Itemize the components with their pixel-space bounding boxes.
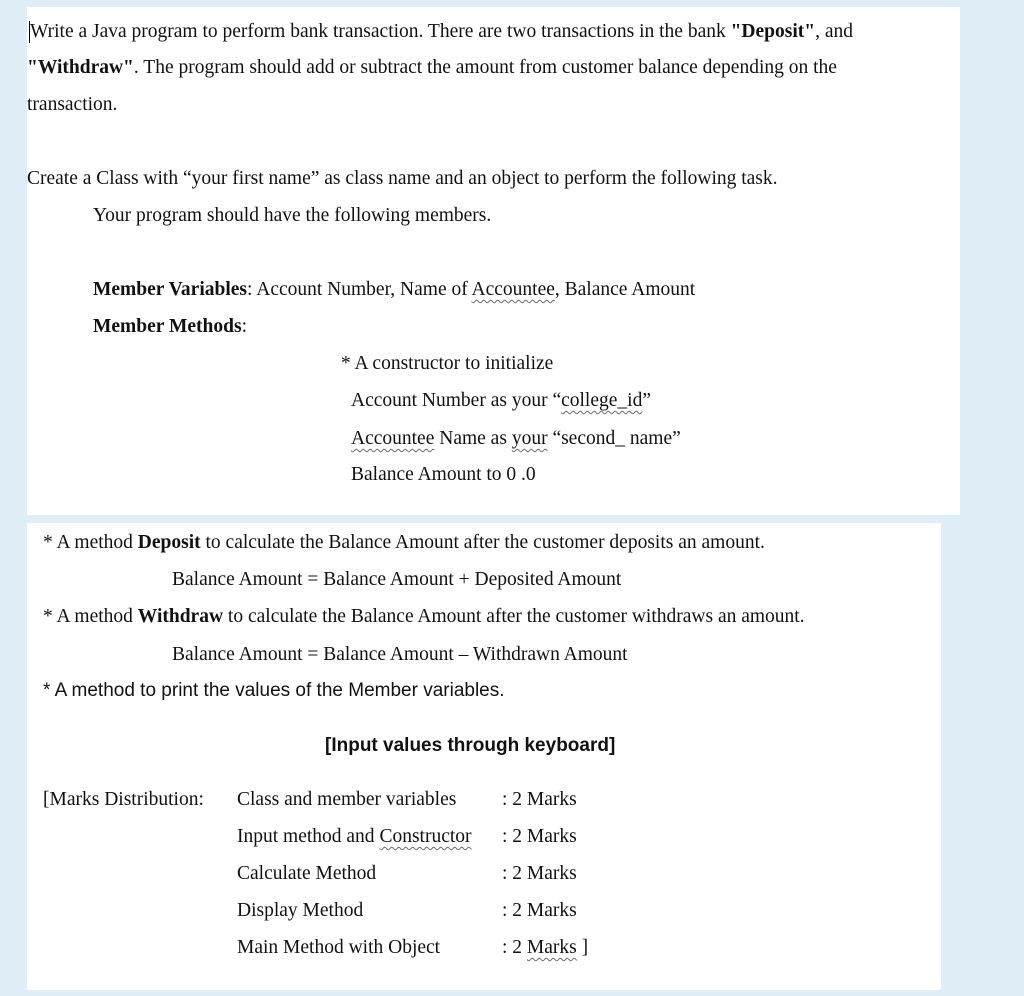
marks-row-value: : 2 Marks <box>502 900 577 921</box>
marks-row-item <box>237 825 472 849</box>
marks-row-value: : 2 Marks <box>502 826 577 847</box>
constructor-text: Name as <box>434 428 512 449</box>
accountee-word: Accountee <box>471 279 555 300</box>
marks-row-value: : 2 Marks <box>502 789 577 810</box>
marks-distribution-label: [Marks Distribution: <box>43 789 204 810</box>
marks-row-item: Calculate Method <box>237 863 377 884</box>
member-variables-line <box>93 278 695 302</box>
members-line: Your program should have the following members. <box>93 205 492 226</box>
method-text: * A method <box>43 606 138 627</box>
constructor-line-2 <box>351 389 651 413</box>
member-methods-line <box>93 315 247 339</box>
question-panel-bottom <box>27 523 941 990</box>
intro-line-1 <box>30 20 853 44</box>
colon: : <box>241 316 247 337</box>
member-variables-text: : Account Number, Name of <box>247 279 472 300</box>
constructor-text: Account Number as your “ <box>351 390 562 411</box>
marks-row-item: Display Method <box>237 900 364 921</box>
quote: ” <box>642 390 651 411</box>
intro-line-3: transaction. <box>27 94 118 115</box>
marks-row-item: Class and member variables <box>237 789 457 810</box>
marks-row-value: : 2 Marks <box>502 863 577 884</box>
member-variables-text: Balance Amount <box>559 279 696 300</box>
constructor-word: Constructor <box>379 826 472 847</box>
print-method-line: * A method to print the values of the Member variables. <box>43 680 505 701</box>
deposit-method-name: Deposit <box>137 532 201 553</box>
withdraw-formula: Balance Amount = Balance Amount – Withdrawn Amount <box>172 644 628 665</box>
comma: , <box>554 279 560 300</box>
marks-row-item: Main Method with Object <box>237 937 441 958</box>
withdraw-keyword: "Withdraw" <box>27 57 134 78</box>
method-text: to calculate the Balance Amount after the customer withdraws an amount. <box>223 606 805 627</box>
closing-bracket: ] <box>576 937 589 958</box>
accountee-word: Accountee <box>351 428 435 449</box>
intro-text: , and <box>815 21 853 42</box>
input-instruction: [Input values through keyboard] <box>325 735 616 756</box>
member-methods-label: Member Methods <box>93 316 242 337</box>
constructor-line-3 <box>351 427 681 451</box>
constructor-text: “second_ name” <box>547 428 681 449</box>
constructor-line-1: * A constructor to initialize <box>341 353 554 374</box>
deposit-method-line <box>43 531 765 555</box>
marks-item-text: Input method and <box>237 826 380 847</box>
question-panel-top <box>27 7 960 515</box>
marks-word: Marks <box>526 937 577 958</box>
deposit-formula: Balance Amount = Balance Amount + Deposited Amount <box>172 569 622 590</box>
your-word: your <box>511 428 548 449</box>
intro-text: Write a Java program to perform bank transaction. There are two transactions in the bank <box>30 21 731 42</box>
withdraw-method-line <box>43 605 805 629</box>
college-id-word: college_id <box>561 390 643 411</box>
method-text: * A method <box>43 532 138 553</box>
marks-text: : 2 <box>502 937 527 958</box>
intro-text: . The program should add or subtract the amount from customer balance depending on the <box>133 57 837 78</box>
create-class-line: Create a Class with “your first name” as class name and an object to perform the following task. <box>27 168 778 189</box>
deposit-keyword: "Deposit" <box>730 21 816 42</box>
member-variables-label: Member Variables <box>93 279 248 300</box>
constructor-line-4: Balance Amount to 0 .0 <box>351 464 536 485</box>
method-text: to calculate the Balance Amount after the customer deposits an amount. <box>200 532 765 553</box>
intro-line-2 <box>27 56 837 80</box>
marks-row-value <box>502 936 588 960</box>
withdraw-method-name: Withdraw <box>137 606 224 627</box>
